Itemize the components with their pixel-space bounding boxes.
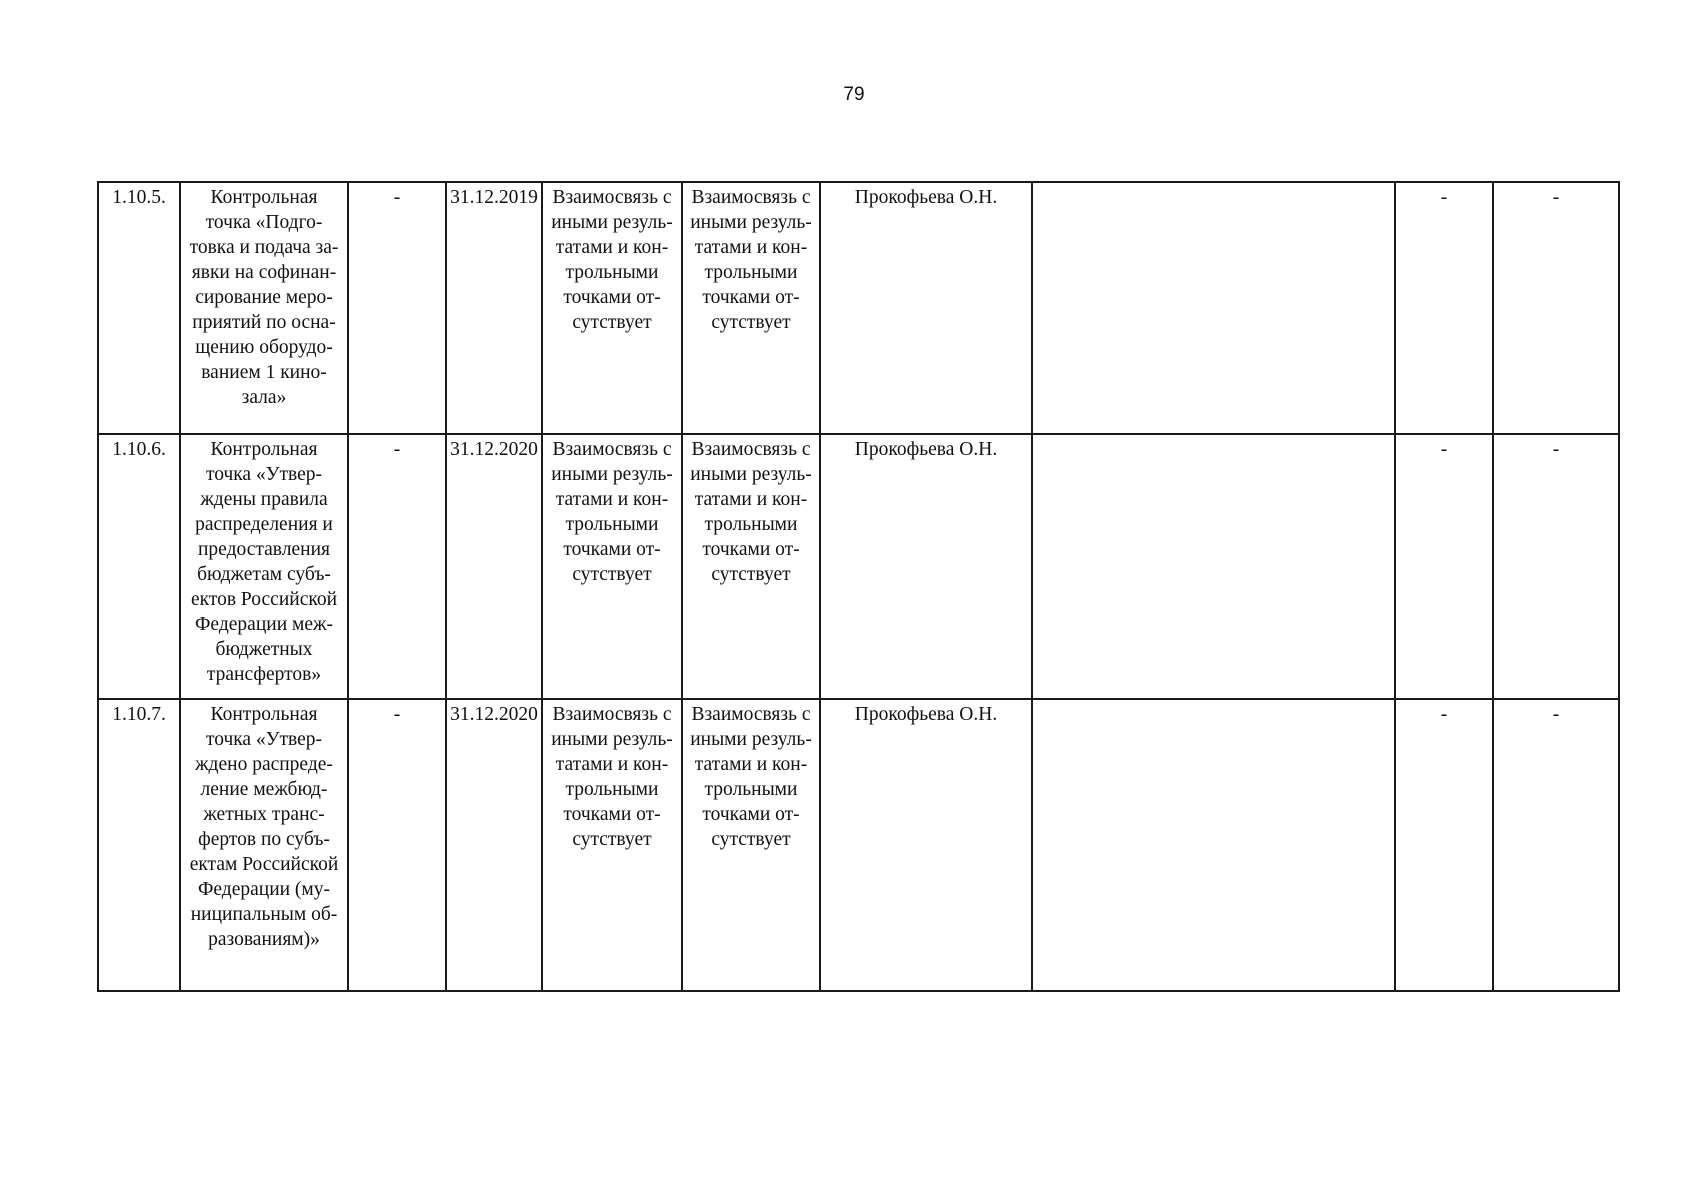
cell-result <box>1032 182 1395 434</box>
table-row <box>98 699 1619 991</box>
cell-end-date: 31.12.2020 <box>446 699 542 991</box>
cell-responsible: Прокофьева О.Н. <box>820 699 1032 991</box>
cell-result <box>1032 434 1395 699</box>
cell-end-date: 31.12.2020 <box>446 434 542 699</box>
cell-end-date: 31.12.2019 <box>446 182 542 434</box>
cell-id: 1.10.7. <box>98 699 180 991</box>
cell-id: 1.10.6. <box>98 434 180 699</box>
cell-start: - <box>348 434 446 699</box>
cell-result <box>1032 699 1395 991</box>
cell-start: - <box>348 182 446 434</box>
cell-name: Контрольная точка «Утвер- ждено распреде- ление межбюд- жетных транс- фертов по субъ- ектам Российской Федерации (му- ниципальным об- разованиям)» <box>180 699 348 991</box>
cell-relation-prev: Взаимосвязь с иными резуль- татами и кон- трольными точками от- сутствует <box>542 699 682 991</box>
cell-relation-next: Взаимосвязь с иными резуль- татами и кон- трольными точками от- сутствует <box>682 182 820 434</box>
cell-relation-prev: Взаимосвязь с иными резуль- татами и кон- трольными точками от- сутствует <box>542 182 682 434</box>
cell-name: Контрольная точка «Подго- товка и подача за- явки на софинан- сирование меро- приятий по осна- щению оборудо- ванием 1 кино- зала» <box>180 182 348 434</box>
table-row <box>98 434 1619 699</box>
cell-col10: - <box>1395 699 1493 991</box>
page-number: 79 <box>843 84 865 105</box>
cell-col10: - <box>1395 182 1493 434</box>
cell-name: Контрольная точка «Утвер- ждены правила распределения и предоставления бюджетам субъ- ектов Российской Федерации меж- бюджетных трансфертов» <box>180 434 348 699</box>
cell-responsible: Прокофьева О.Н. <box>820 434 1032 699</box>
cell-relation-next: Взаимосвязь с иными резуль- татами и кон- трольными точками от- сутствует <box>682 434 820 699</box>
cell-id: 1.10.5. <box>98 182 180 434</box>
cell-col11: - <box>1493 434 1619 699</box>
cell-relation-prev: Взаимосвязь с иными резуль- татами и кон- трольными точками от- сутствует <box>542 434 682 699</box>
cell-start: - <box>348 699 446 991</box>
cell-col10: - <box>1395 434 1493 699</box>
cell-responsible: Прокофьева О.Н. <box>820 182 1032 434</box>
cell-relation-next: Взаимосвязь с иными резуль- татами и кон- трольными точками от- сутствует <box>682 699 820 991</box>
table-row <box>98 182 1619 434</box>
cell-col11: - <box>1493 699 1619 991</box>
cell-col11: - <box>1493 182 1619 434</box>
control-points-table <box>97 181 1620 992</box>
